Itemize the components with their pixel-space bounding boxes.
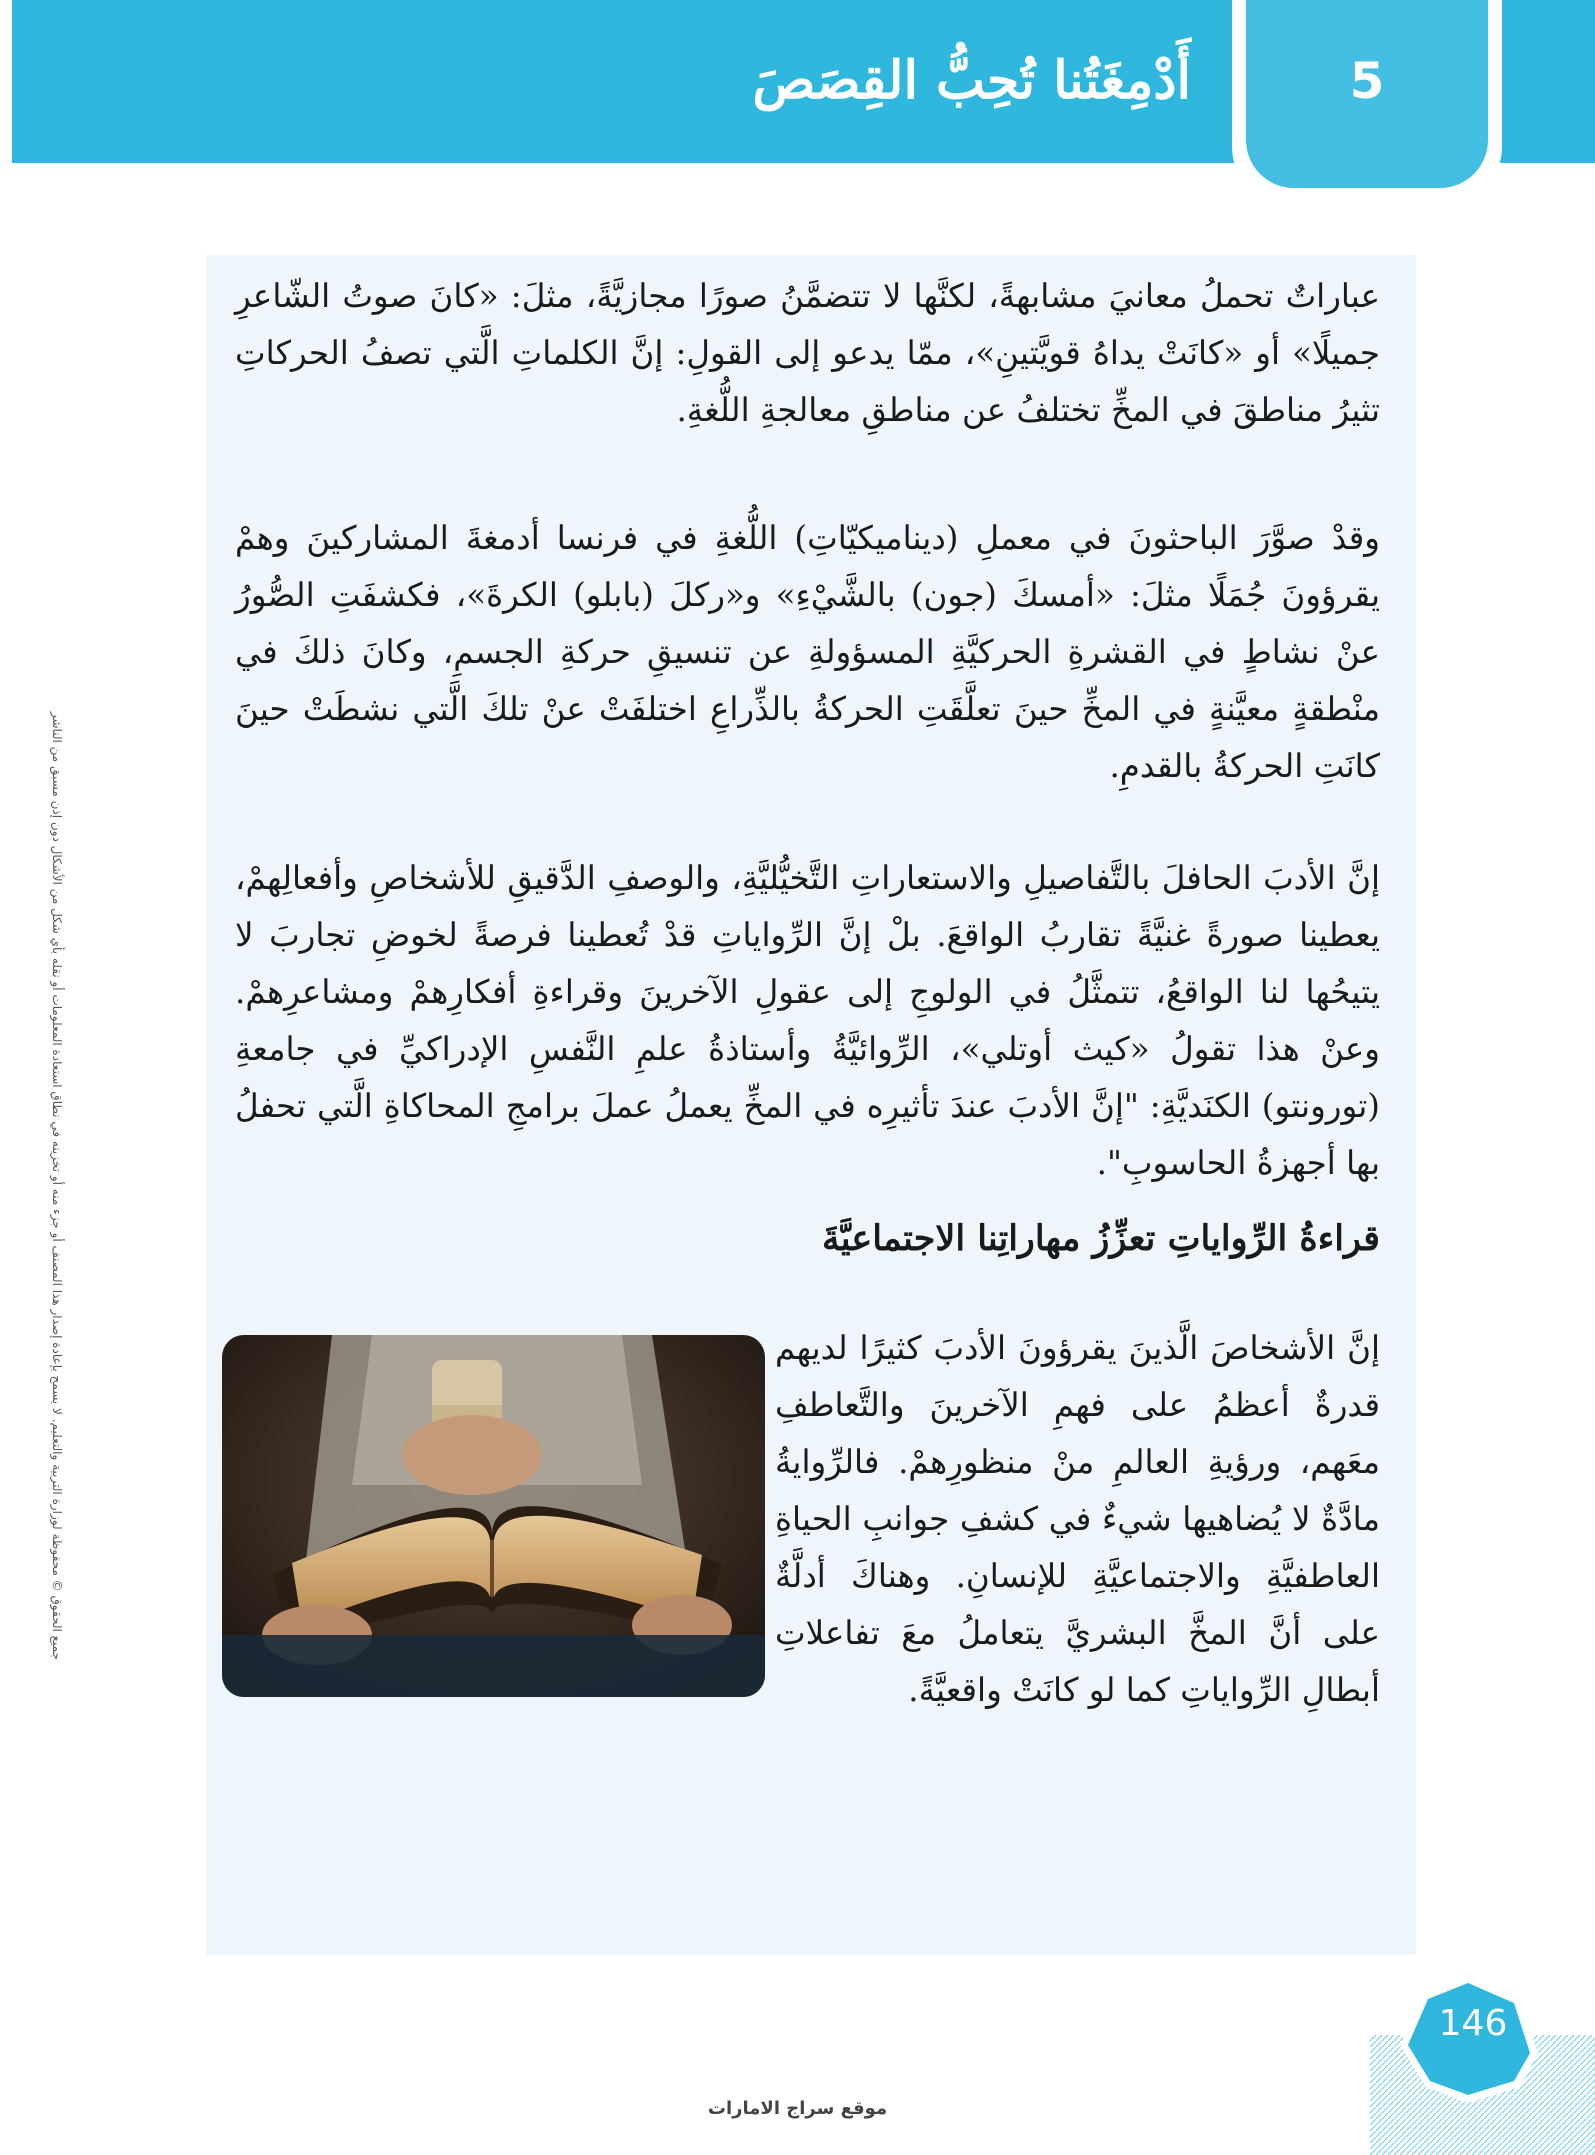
page-number: 146 <box>1438 2003 1508 2044</box>
person-reading-book-image <box>222 1335 765 1697</box>
paragraph-2: وقدْ صوَّرَ الباحثونَ في معملِ (ديناميكيّاتِ) اللُّغةِ في فرنسا أدمغةَ المشاركينَ وهمْ يقرؤونَ جُمَلًا مثلَ: «أمسكَ (جون) بالشَّيْءِ» و«ركلَ (بابلو) الكرةَ»، فكشفَتِ الصُّورُ عنْ نشاطٍ في القشرةِ الحركيَّةِ المسؤولةِ عن تنسيقِ حركةِ الجسمِ، وكانَ ذلكَ في منْطقةٍ معيَّنةٍ في المخِّ حينَ تعلَّقَتِ الحركةُ بالذِّراعِ اختلفَتْ عنْ تلكَ الَّتي نشطَتْ حينَ كانَتِ الحركةُ بالقدمِ. <box>235 519 1380 785</box>
lesson-title: أَدْمِغَتُنا تُحِبُّ القِصَصَ <box>752 50 1191 111</box>
reading-photo <box>222 1335 765 1697</box>
footer-site-name: موقع سراج الامارات <box>707 2098 888 2119</box>
paragraph-1: عباراتٌ تحملُ معانيَ مشابهةً، لكنَّها لا تتضمَّنُ صورًا مجازيَّةً، مثلَ: «كانَ صوتُ الشّاعرِ جميلًا» أو «كانَتْ يداهُ قويَّتينِ»، ممّا يدعو إلى القولِ: إنَّ الكلماتِ الَّتي تصفُ الحركاتِ تثيرُ مناطقَ في المخِّ تختلفُ عن مناطقِ معالجةِ اللُّغةِ. <box>235 277 1380 429</box>
copyright-notice: جميع الحقوق © محفوظة لوزارة التربية والتعليم. لا يسمح بإعادة إصدار هذا المصنف أو جزء منه أو تخزينه في نطاق استعادة المعلومات أو نقله بأي شكل من الأشكال دون إذن مسبق من الناشر <box>50 711 64 1660</box>
paragraph-4: إنَّ الأشخاصَ الَّذينَ يقرؤونَ الأدبَ كثيرًا لديهم قدرةٌ أعظمُ على فهمِ الآخرينَ والتَّعاطفِ معَهم، ورؤيةِ العالمِ منْ منظورِهمْ. فالرِّوايةُ مادَّةٌ لا يُضاهيها شيءٌ في كشفِ جوانبِ الحياةِ العاطفيَّةِ والاجتماعيَّةِ للإنسانِ. وهناكَ أدلَّةٌ على أنَّ المخَّ البشريَّ يتعاملُ معَ تفاعلاتِ أبطالِ الرِّواياتِ كما لو كانَتْ واقعيَّةً. <box>775 1329 1380 1709</box>
page-number-badge <box>1370 1975 1595 2155</box>
paragraph-3: إنَّ الأدبَ الحافلَ بالتَّفاصيلِ والاستعاراتِ التَّخيُّليَّةِ، والوصفِ الدَّقيقِ للأشخاصِ وأفعالِهمْ، يعطينا صورةً غنيَّةً تقاربُ الواقعَ. بلْ إنَّ الرِّواياتِ قدْ تُعطينا فرصةً لخوضِ تجاربَ لا يتيحُها لنا الواقعُ، تتمثَّلُ في الولوجِ إلى عقولِ الآخرينَ وقراءةِ أفكارِهمْ ومشاعرِهمْ. وعنْ هذا تقولُ «كيث أوتلي»، الرِّوائيَّةُ وأستاذةُ علمِ النَّفسِ الإدراكيِّ في جامعةِ (تورونتو) الكنَديَّةِ: "إنَّ الأدبَ عندَ تأثيرِه في المخِّ يعملُ عملَ برامجِ المحاكاةِ الَّتي تحفلُ بها أجهزةُ الحاسوبِ". <box>235 859 1380 1182</box>
lesson-number: 5 <box>1349 52 1385 110</box>
section-heading: قراءةُ الرِّواياتِ تعزِّزُ مهاراتِنا الاجتماعيَّةَ <box>822 1218 1380 1259</box>
